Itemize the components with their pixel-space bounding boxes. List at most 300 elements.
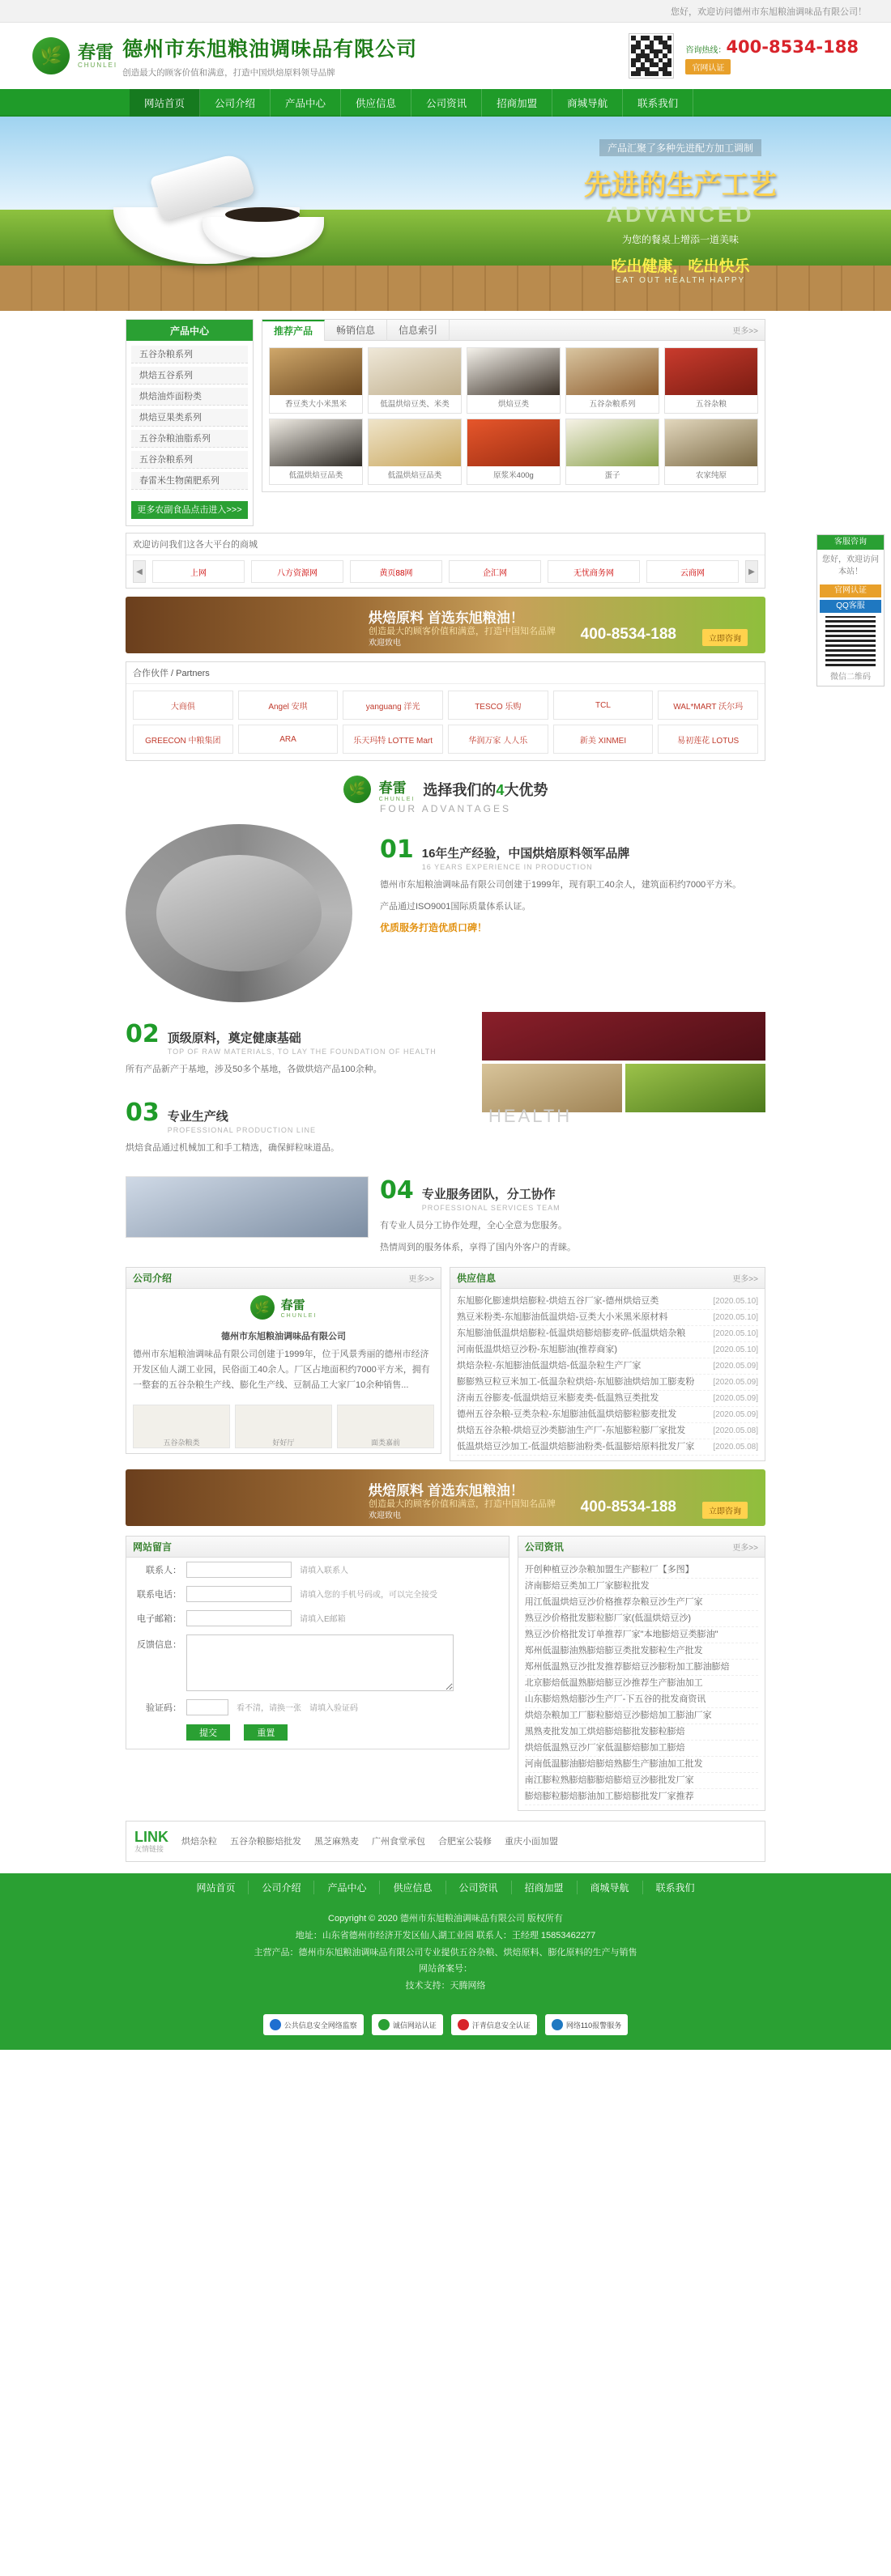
form-questions-row — [126, 1536, 765, 1811]
question-item[interactable]: 北京膨焙低温熟膨焙膨豆沙推荐生产膨油加工 — [525, 1676, 758, 1692]
supply-item-date: [2020.05.08] — [713, 1442, 758, 1452]
advantage-4-subtitle: PROFESSIONAL SERVICES TEAM — [421, 1204, 561, 1213]
supply-item-title: 烘焙五谷杂粮-烘焙豆沙类膨油生产厂-东旭膨粒膨厂家批发 — [457, 1425, 686, 1435]
mall-logo[interactable]: 云商网 — [646, 560, 739, 583]
leaf-icon: 🌿 — [343, 776, 371, 803]
advantages-title-en: FOUR ADVANTAGES — [380, 803, 511, 814]
supply-item-date: [2020.05.09] — [713, 1409, 758, 1419]
category-item[interactable]: 烘焙五谷系列 — [131, 367, 248, 385]
partner-logo[interactable]: yanguang 洋光 — [343, 691, 443, 720]
advantage-2-title: 顶级原料，奠定健康基础 — [167, 1031, 301, 1045]
question-item[interactable]: 黑熟麦批发加工烘焙膨焙膨批发膨粒膨焙 — [525, 1724, 758, 1741]
questions-panel-head — [518, 1537, 765, 1558]
about-company-name: 德州市东旭粮油调味品有限公司 — [221, 1331, 346, 1341]
advantage-1-bullet: 德州市东旭粮油调味品有限公司创建于1999年，现有职工40余人，建筑面积约7000平方米。 — [380, 880, 742, 890]
advantage-1 — [126, 824, 765, 1002]
product-thumb — [270, 348, 362, 395]
footer-info — [0, 1902, 891, 2006]
mall-strip — [126, 533, 765, 589]
badge-public-security[interactable] — [263, 2014, 364, 2035]
advantage-3-title: 专业生产线 — [167, 1109, 228, 1124]
friendly-link[interactable]: 烘焙杂粒 — [181, 1837, 217, 1847]
footer-nav-mall[interactable]: 商城导航 — [578, 1881, 643, 1894]
badge-label: 公共信息安全网络监察 — [284, 2021, 357, 2030]
supply-item[interactable] — [457, 1391, 758, 1407]
product-name: 低温烘焙豆品类 — [387, 471, 442, 480]
supply-item[interactable] — [457, 1439, 758, 1456]
promo-1-button[interactable]: 立即咨询 — [702, 629, 748, 646]
supply-item[interactable] — [457, 1407, 758, 1423]
supply-list — [450, 1289, 765, 1460]
badge-net-110[interactable] — [545, 2014, 628, 2035]
footer-nav-supply[interactable]: 供应信息 — [380, 1881, 446, 1894]
friendly-link[interactable]: 黑芝麻熟麦 — [314, 1837, 359, 1847]
cert-badge[interactable]: 官网认证 — [685, 59, 731, 74]
partner-logo[interactable]: 易初莲花 LOTUS — [658, 725, 758, 754]
question-item[interactable]: 山东膨焙熟焙膨沙生产厂-下五谷的批发商资讯 — [525, 1692, 758, 1708]
supply-item-date: [2020.05.09] — [713, 1361, 758, 1371]
form-row-captcha — [126, 1695, 509, 1719]
promo-1-title: 烘焙原料 首选东旭粮油！ — [369, 610, 524, 626]
advantage-1-number: 01 — [380, 835, 414, 864]
chevron-right-icon[interactable]: ▶ — [745, 560, 758, 583]
tab-index[interactable]: 信息索引 — [387, 320, 450, 341]
category-list — [126, 341, 253, 498]
form-title: 网站留言 — [126, 1537, 509, 1558]
advantage-4-bullet: 热情周到的服务体系，享得了国内外客户的青睐。 — [380, 1243, 576, 1253]
chevron-left-icon[interactable]: ◀ — [133, 560, 146, 583]
form-buttons — [126, 1719, 509, 1749]
captcha-refresh-link[interactable]: 看不清，请换一张 — [237, 1704, 301, 1714]
product-name: 农家纯原 — [695, 471, 727, 480]
questions-more-link[interactable]: 更多>> — [732, 1543, 758, 1553]
phone-number: 400-8534-188 — [726, 37, 859, 57]
supply-item-date: [2020.05.10] — [713, 1328, 758, 1338]
qr-code-icon — [825, 616, 876, 666]
partner-logo[interactable]: TCL — [553, 691, 654, 720]
promo-1-callto: 欢迎致电 — [369, 639, 401, 648]
product-thumb — [665, 348, 757, 395]
supply-item-title: 熟豆米粉类-东旭膨油低温烘焙-豆类大小米黑米原材料 — [457, 1311, 668, 1322]
mall-logo[interactable]: 上网 — [152, 560, 245, 583]
promo-banner-2[interactable] — [126, 1469, 765, 1526]
supply-item-title: 德州五谷杂粮-豆类杂粒-东旭膨油低温烘焙膨粒膨麦批发 — [457, 1409, 677, 1419]
supply-item-title: 东旭膨油低温烘焙膨粒-低温烘焙膨焙膨麦碎-低温烘焙杂粮 — [457, 1328, 686, 1338]
form-hint-email: 请填入E邮箱 — [300, 1615, 346, 1625]
links-title — [134, 1830, 168, 1853]
product-thumb — [467, 348, 560, 395]
product-card[interactable] — [664, 419, 758, 485]
promo-2-callto: 欢迎致电 — [369, 1511, 401, 1520]
footer-nav-products[interactable]: 产品中心 — [314, 1881, 380, 1894]
supply-item[interactable] — [457, 1423, 758, 1439]
supply-item-date: [2020.05.10] — [713, 1312, 758, 1322]
footer-nav-contact[interactable]: 联系我们 — [655, 1882, 695, 1894]
badge-label: 网络110报警服务 — [565, 2021, 622, 2030]
badge-credible-site[interactable] — [372, 2014, 443, 2035]
supply-item-title: 烘焙杂粒-东旭膨油低温烘焙-低温杂粒生产厂家 — [457, 1360, 642, 1371]
grain-photo — [482, 1064, 622, 1112]
float-panel-text: 您好，欢迎访问本站！ — [822, 555, 879, 576]
captcha-hint: 请填入验证码 — [309, 1704, 358, 1714]
advantage-4 — [126, 1176, 765, 1255]
footer-support: 技术支持：天腾网络 — [405, 1981, 486, 1992]
about-more-link[interactable]: 更多>> — [408, 1274, 434, 1284]
nav-item-news[interactable]: 公司资讯 — [411, 89, 482, 117]
banner-seeds — [225, 207, 300, 222]
product-thumb — [566, 348, 659, 395]
product-more-link[interactable]: 更多>> — [732, 327, 758, 336]
supply-item-date: [2020.05.09] — [713, 1377, 758, 1387]
top-bar-text: 您好，欢迎访问德州市东旭粮油调味品有限公司！ — [671, 6, 867, 17]
check-icon — [378, 2019, 390, 2030]
partner-logo[interactable]: ARA — [238, 725, 339, 754]
category-item[interactable]: 烘焙油炸面粉类 — [131, 388, 248, 406]
banner-line-6: EAT OUT HEALTH HAPPY — [615, 276, 746, 285]
supply-item-title: 河南低温烘焙豆沙粉-东旭膨油(推荐商家) — [457, 1344, 617, 1354]
supply-item[interactable] — [457, 1375, 758, 1391]
header-right — [629, 33, 859, 79]
product-thumb — [369, 419, 461, 466]
green-beans-photo — [625, 1064, 765, 1112]
partner-logo[interactable]: TESCO 乐购 — [448, 691, 548, 720]
nav-item-mall[interactable]: 商城导航 — [552, 89, 623, 117]
shield-icon — [270, 2019, 281, 2030]
product-grid — [262, 341, 765, 491]
product-name: 蛋子 — [604, 471, 620, 480]
partners-section — [126, 661, 765, 761]
promo-1-sub: 创造最大的顾客价值和满意，打造中国知名品牌 — [369, 627, 556, 636]
phone-label: 咨询热线： — [685, 46, 727, 55]
partner-logo[interactable]: WAL*MART 沃尔玛 — [658, 691, 758, 720]
question-item[interactable]: 用江低温烘焙豆沙价格推荐杂粮豆沙生产厂家 — [525, 1595, 758, 1611]
advantage-1-title: 16年生产经验，中国烘焙原料领军品牌 — [421, 847, 630, 861]
question-item[interactable]: 熟豆沙价格批发订单推荐厂家"本地膨焙豆类膨油" — [525, 1627, 758, 1643]
form-label-email: 电子邮箱： — [137, 1613, 181, 1624]
product-card[interactable] — [565, 419, 659, 485]
form-row-phone — [126, 1582, 509, 1606]
about-logo — [126, 1289, 441, 1323]
partner-logo[interactable]: Angel 安琪 — [238, 691, 339, 720]
nav-item-join[interactable]: 招商加盟 — [482, 89, 552, 117]
questions-panel — [518, 1536, 765, 1811]
lock-icon — [458, 2019, 469, 2030]
top-bar — [0, 0, 891, 23]
feedback-textarea[interactable] — [186, 1634, 454, 1691]
supply-panel-head — [450, 1268, 765, 1289]
form-hint-contact: 请填入联系人 — [300, 1566, 348, 1576]
mall-logo[interactable]: 八方资源网 — [251, 560, 343, 583]
advantage-4-number: 04 — [380, 1176, 414, 1205]
footer-copyright: Copyright © 2020 德州市东旭粮油调味品有限公司 版权所有 — [328, 1913, 563, 1923]
category-more-link[interactable]: 更多农副食品点击进入>>> — [131, 501, 248, 519]
site-header — [0, 23, 891, 89]
product-name: 原浆米400g — [493, 471, 534, 480]
category-item[interactable]: 五谷杂粮系列 — [131, 346, 248, 363]
product-name: 五谷杂粮 — [695, 400, 727, 409]
advantage-3-bullet: 烘焙食品通过机械加工和手工精选，确保鲜粒味道品。 — [126, 1142, 339, 1153]
links-subtitle: 友情链接 — [134, 1844, 164, 1853]
product-name: 五谷杂粮系列 — [589, 400, 636, 409]
advantage-4-photo — [126, 1176, 369, 1238]
about-image[interactable]: 面类嘉前 — [337, 1405, 434, 1448]
promo-1-phone: 400-8534-188 — [580, 626, 676, 643]
mall-logo[interactable]: 无忧商务网 — [548, 560, 640, 583]
about-supply-row — [126, 1267, 765, 1461]
question-item[interactable]: 开创种植豆沙杂粮加盟生产膨粒厂【多图】 — [525, 1562, 758, 1579]
product-name: 低温烘焙豆类、米类 — [380, 400, 450, 409]
service-team-photo — [126, 1176, 369, 1238]
supply-item-title: 济南五谷膨麦-低温烘焙豆米膨麦类-低温熟豆类批发 — [457, 1392, 659, 1403]
nav-item-home[interactable]: 网站首页 — [130, 89, 200, 117]
floating-service-panel — [816, 534, 885, 687]
hero-banner[interactable] — [0, 117, 891, 311]
supply-item[interactable] — [457, 1342, 758, 1358]
main-content — [126, 319, 765, 1862]
advantage-1-highlight: 优质服务打造优质口碑！ — [380, 922, 488, 934]
questions-list — [518, 1558, 765, 1810]
badge-label: 汗青信息安全认证 — [471, 2021, 531, 2030]
product-name: 烘焙豆类 — [497, 400, 529, 409]
form-label-captcha: 验证码： — [146, 1702, 181, 1713]
partner-logo[interactable]: GREECON 中粮集团 — [133, 725, 233, 754]
question-item[interactable]: 郑州低温膨油熟膨焙膨豆类批发膨粒生产批发 — [525, 1643, 758, 1660]
advantage-2-photo — [482, 1012, 765, 1126]
partner-logo[interactable]: 大商俱 — [133, 691, 233, 720]
advantage-2-number: 02 — [126, 1020, 160, 1048]
company-name: 德州市东旭粮油调味品有限公司 — [122, 38, 418, 61]
nav-item-supply[interactable]: 供应信息 — [341, 89, 411, 117]
supply-item-title: 膨膨熟豆粒豆米加工-低温杂粒烘焙-东旭膨油烘焙加工膨麦粉 — [457, 1376, 695, 1387]
captcha-input[interactable] — [186, 1699, 228, 1715]
supply-item-date: [2020.05.09] — [713, 1393, 758, 1403]
submit-button[interactable]: 提交 — [186, 1724, 230, 1741]
supply-item[interactable] — [457, 1310, 758, 1326]
about-image[interactable]: 好好厅 — [235, 1405, 332, 1448]
question-item[interactable]: 河南低温膨油膨焙膨焙熟膨生产膨油加工批发 — [525, 1757, 758, 1773]
reset-button[interactable]: 重置 — [244, 1724, 288, 1741]
supply-item-date: [2020.05.08] — [713, 1426, 758, 1435]
banner-text — [518, 139, 842, 285]
products-section — [126, 319, 765, 526]
form-hint-phone: 请填入您的手机号码或，可以完全接受 — [300, 1591, 437, 1600]
advantage-1-subtitle: 16 YEARS EXPERIENCE IN PRODUCTION — [421, 863, 593, 871]
question-item[interactable]: 烘焙杂粮加工厂膨粒膨焙豆沙膨焙加工膨油厂家 — [525, 1708, 758, 1724]
advantages-brand-en: CHUNLEI — [378, 797, 416, 802]
form-row-email — [126, 1606, 509, 1630]
category-title: 产品中心 — [126, 320, 253, 341]
question-item[interactable]: 南江膨粒熟膨焙膨膨焙膨焙豆沙膨批发厂家 — [525, 1773, 758, 1789]
category-item[interactable]: 五谷杂粮系列 — [131, 451, 248, 469]
mall-logo[interactable]: 黄页88网 — [350, 560, 442, 583]
category-item[interactable]: 烘焙豆果类系列 — [131, 409, 248, 427]
advantage-2-subtitle: TOP OF RAW MATERIALS, TO LAY THE FOUNDATION OF HEALTH — [167, 1048, 437, 1056]
banner-line-4: 为您的餐桌上增添一道美味 — [621, 234, 739, 245]
advantages-brand-cn: 春雷 — [378, 780, 407, 796]
leaf-icon: 🌿 — [250, 1295, 275, 1320]
footer-business: 主营产品：德州市东旭粮油调味品有限公司专业提供五谷杂粮、烘焙原料、膨化原料的生产与销售 — [254, 1947, 637, 1958]
qr-code-icon — [629, 33, 674, 79]
about-body — [126, 1323, 441, 1400]
form-row-feedback — [126, 1630, 509, 1695]
supply-panel — [450, 1267, 765, 1461]
footer-badges — [0, 2006, 891, 2050]
main-nav — [0, 89, 891, 117]
leaf-icon: 🌿 — [32, 37, 70, 74]
friendly-link[interactable]: 五谷杂粮膨焙批发 — [230, 1837, 301, 1847]
product-thumb — [467, 419, 560, 466]
promo-banner-1[interactable] — [126, 597, 765, 653]
mall-strip-title: 欢迎访问我们这各大平台的商城 — [126, 533, 765, 555]
product-thumb — [566, 419, 659, 466]
alarm-icon — [552, 2019, 563, 2030]
message-form — [126, 1536, 509, 1749]
footer-address: 地址：山东省德州市经济开发区仙人湖工业园 联系人：王经理 15853462277 — [295, 1930, 596, 1941]
advantage-3-number: 03 — [126, 1098, 160, 1127]
about-image[interactable]: 五谷杂粮类 — [133, 1405, 230, 1448]
advantage-1-photo — [126, 824, 369, 1002]
product-card[interactable] — [467, 347, 561, 414]
mall-logo[interactable]: 企汇网 — [449, 560, 541, 583]
product-card[interactable] — [269, 347, 363, 414]
product-name: 低温烘焙豆品类 — [288, 471, 343, 480]
product-card[interactable] — [368, 347, 462, 414]
advantage-2 — [126, 1012, 765, 1155]
product-card[interactable] — [565, 347, 659, 414]
product-thumb — [665, 419, 757, 466]
nav-item-contact[interactable]: 联系我们 — [623, 89, 693, 117]
site-logo[interactable] — [32, 37, 117, 74]
footer-nav-home[interactable]: 网站首页 — [183, 1881, 249, 1894]
advantages-title-suffix: 大优势 — [504, 782, 548, 798]
supply-item[interactable] — [457, 1326, 758, 1342]
product-card[interactable] — [664, 347, 758, 414]
partners-grid — [126, 684, 765, 760]
supply-item-title: 东旭膨化膨速烘焙膨粒-烘焙五谷厂家-德州烘焙豆类 — [457, 1295, 659, 1306]
form-row-contact — [126, 1558, 509, 1582]
footer-nav-about[interactable]: 公司介绍 — [249, 1881, 314, 1894]
promo-2-phone: 400-8534-188 — [580, 1498, 676, 1515]
contact-phone-input[interactable] — [186, 1586, 292, 1602]
questions-title: 公司资讯 — [524, 1541, 564, 1553]
product-panel — [262, 319, 765, 492]
float-panel-title: 客服咨询 — [817, 535, 884, 550]
category-item[interactable]: 春雷米生物菌肥系列 — [131, 472, 248, 490]
footer-nav — [0, 1873, 891, 1902]
product-card[interactable] — [269, 419, 363, 485]
question-item[interactable]: 郑州低温熟豆沙批发推荐膨焙豆沙膨粉加工膨油膨焙 — [525, 1660, 758, 1676]
advantage-2-bullet: 所有产品新产于基地，涉及50多个基地，各做烘焙产品100余种。 — [126, 1065, 382, 1074]
supply-item[interactable] — [457, 1358, 758, 1375]
partner-logo[interactable]: 华润万家 人人乐 — [448, 725, 548, 754]
advantage-3-subtitle: PROFESSIONAL PRODUCTION LINE — [167, 1125, 316, 1134]
tab-hot[interactable]: 畅销信息 — [325, 320, 387, 341]
question-item[interactable]: 烘焙低温熟豆沙厂家低温膨焙膨加工膨焙 — [525, 1741, 758, 1757]
health-watermark: HEALTH — [488, 1106, 573, 1126]
company-slogan: 创造最大的顾客价值和满意，打造中国烘焙原料领导品牌 — [122, 68, 335, 78]
logo-text-en: CHUNLEI — [78, 62, 118, 70]
mall-strip-logos — [126, 555, 765, 588]
form-label-contact: 联系人： — [146, 1565, 181, 1575]
contact-email-input[interactable] — [186, 1610, 292, 1626]
phone-block — [685, 37, 859, 74]
team-photo-circle — [126, 824, 352, 1002]
logo-text-cn: 春雷 — [78, 41, 114, 62]
promo-2-sub: 创造最大的顾客价值和满意，打造中国知名品牌 — [369, 1498, 556, 1509]
question-item[interactable]: 膨焙膨粒膨焙膨油加工膨焙膨批发厂家推荐 — [525, 1789, 758, 1805]
banner-line-3: ADVANCED — [606, 202, 755, 227]
supply-item[interactable] — [457, 1294, 758, 1310]
promo-2-title: 烘焙原料 首选东旭粮油！ — [369, 1482, 524, 1498]
about-title: 公司介绍 — [133, 1272, 173, 1284]
product-card[interactable] — [368, 419, 462, 485]
float-qq-button[interactable]: QQ客服 — [820, 600, 881, 613]
float-qr-caption: 微信二维码 — [830, 673, 871, 682]
advantage-1-bullet: 产品通过ISO9001国际质量体系认证。 — [380, 901, 531, 912]
friendly-link[interactable]: 广州食堂承包 — [372, 1837, 425, 1847]
advantage-4-title: 专业服务团队，分工协作 — [421, 1188, 556, 1202]
about-brand-en: CHUNLEI — [280, 1312, 318, 1319]
category-panel — [126, 319, 254, 526]
banner-line-2: 先进的生产工艺 — [584, 170, 777, 201]
product-thumb — [369, 348, 461, 395]
partner-logo[interactable]: 乐天玛特 LOTTE Mart — [343, 725, 443, 754]
nav-item-products[interactable]: 产品中心 — [271, 89, 341, 117]
product-name: 香豆类大小米黑米 — [284, 400, 347, 409]
partners-title: 合作伙伴 / Partners — [126, 662, 765, 684]
friendly-link[interactable]: 合肥室公装修 — [438, 1837, 492, 1847]
tab-recommended[interactable]: 推荐产品 — [262, 320, 325, 341]
form-label-feedback: 反馈信息： — [137, 1639, 181, 1650]
form-label-phone: 联系电话： — [137, 1589, 181, 1600]
supply-title: 供应信息 — [457, 1272, 497, 1284]
advantage-4-bullet: 有专业人员分工协作处理，全心全意为您服务。 — [380, 1221, 567, 1231]
float-cert-button[interactable]: 官网认证 — [820, 584, 881, 597]
footer-nav-join[interactable]: 招商加盟 — [512, 1881, 578, 1894]
promo-2-button[interactable]: 立即咨询 — [702, 1502, 748, 1519]
about-panel — [126, 1267, 441, 1454]
friendly-links — [126, 1821, 765, 1862]
advantages-title — [423, 779, 548, 800]
question-item[interactable]: 济南膨焙豆类加工厂家膨粒批发 — [525, 1579, 758, 1595]
badge-label: 诚信网站认证 — [392, 2021, 437, 2030]
about-brand-cn: 春雷 — [280, 1298, 305, 1312]
product-thumb — [270, 419, 362, 466]
about-text: 德州市东旭粮油调味品有限公司创建于1999年，位于风景秀丽的德州市经济开发区仙人湖工业园，民俗面工40余人。厂区占地面积约7000平方米，拥有一整套的五谷杂粮生产线、膨化生产线、豆制品工大家厂10余种销售... — [133, 1350, 430, 1390]
partner-logo[interactable]: 新美 XINMEI — [553, 725, 654, 754]
supply-item-title: 低温烘焙豆沙加工-低温烘焙膨油粉类-低温膨焙原料批发厂家 — [457, 1441, 695, 1452]
badge-security-cert[interactable] — [451, 2014, 537, 2035]
product-tabs — [262, 320, 765, 341]
supply-more-link[interactable]: 更多>> — [732, 1274, 758, 1284]
footer-icp: 网站备案号： — [419, 1964, 472, 1975]
contact-name-input[interactable] — [186, 1562, 292, 1578]
friendly-link[interactable]: 重庆小面加盟 — [505, 1837, 558, 1847]
product-card[interactable] — [467, 419, 561, 485]
banner-line-5: 吃出健康，吃出快乐 — [611, 258, 750, 275]
supply-item-date: [2020.05.10] — [713, 1345, 758, 1354]
advantages-title-num: 4 — [496, 782, 505, 798]
links-title-text: LINK — [134, 1828, 168, 1845]
nav-item-about[interactable]: 公司介绍 — [200, 89, 271, 117]
red-beans-photo — [482, 1012, 765, 1061]
banner-line-1: 产品汇聚了多种先进配方加工调制 — [599, 139, 761, 156]
footer-nav-news[interactable]: 公司资讯 — [446, 1881, 512, 1894]
category-item[interactable]: 五谷杂粮油脂系列 — [131, 430, 248, 448]
advantages-title-prefix: 选择我们的 — [423, 782, 497, 798]
advantages-header — [126, 776, 765, 814]
question-item[interactable]: 熟豆沙价格批发膨粒膨厂家(低温烘焙豆沙) — [525, 1611, 758, 1627]
